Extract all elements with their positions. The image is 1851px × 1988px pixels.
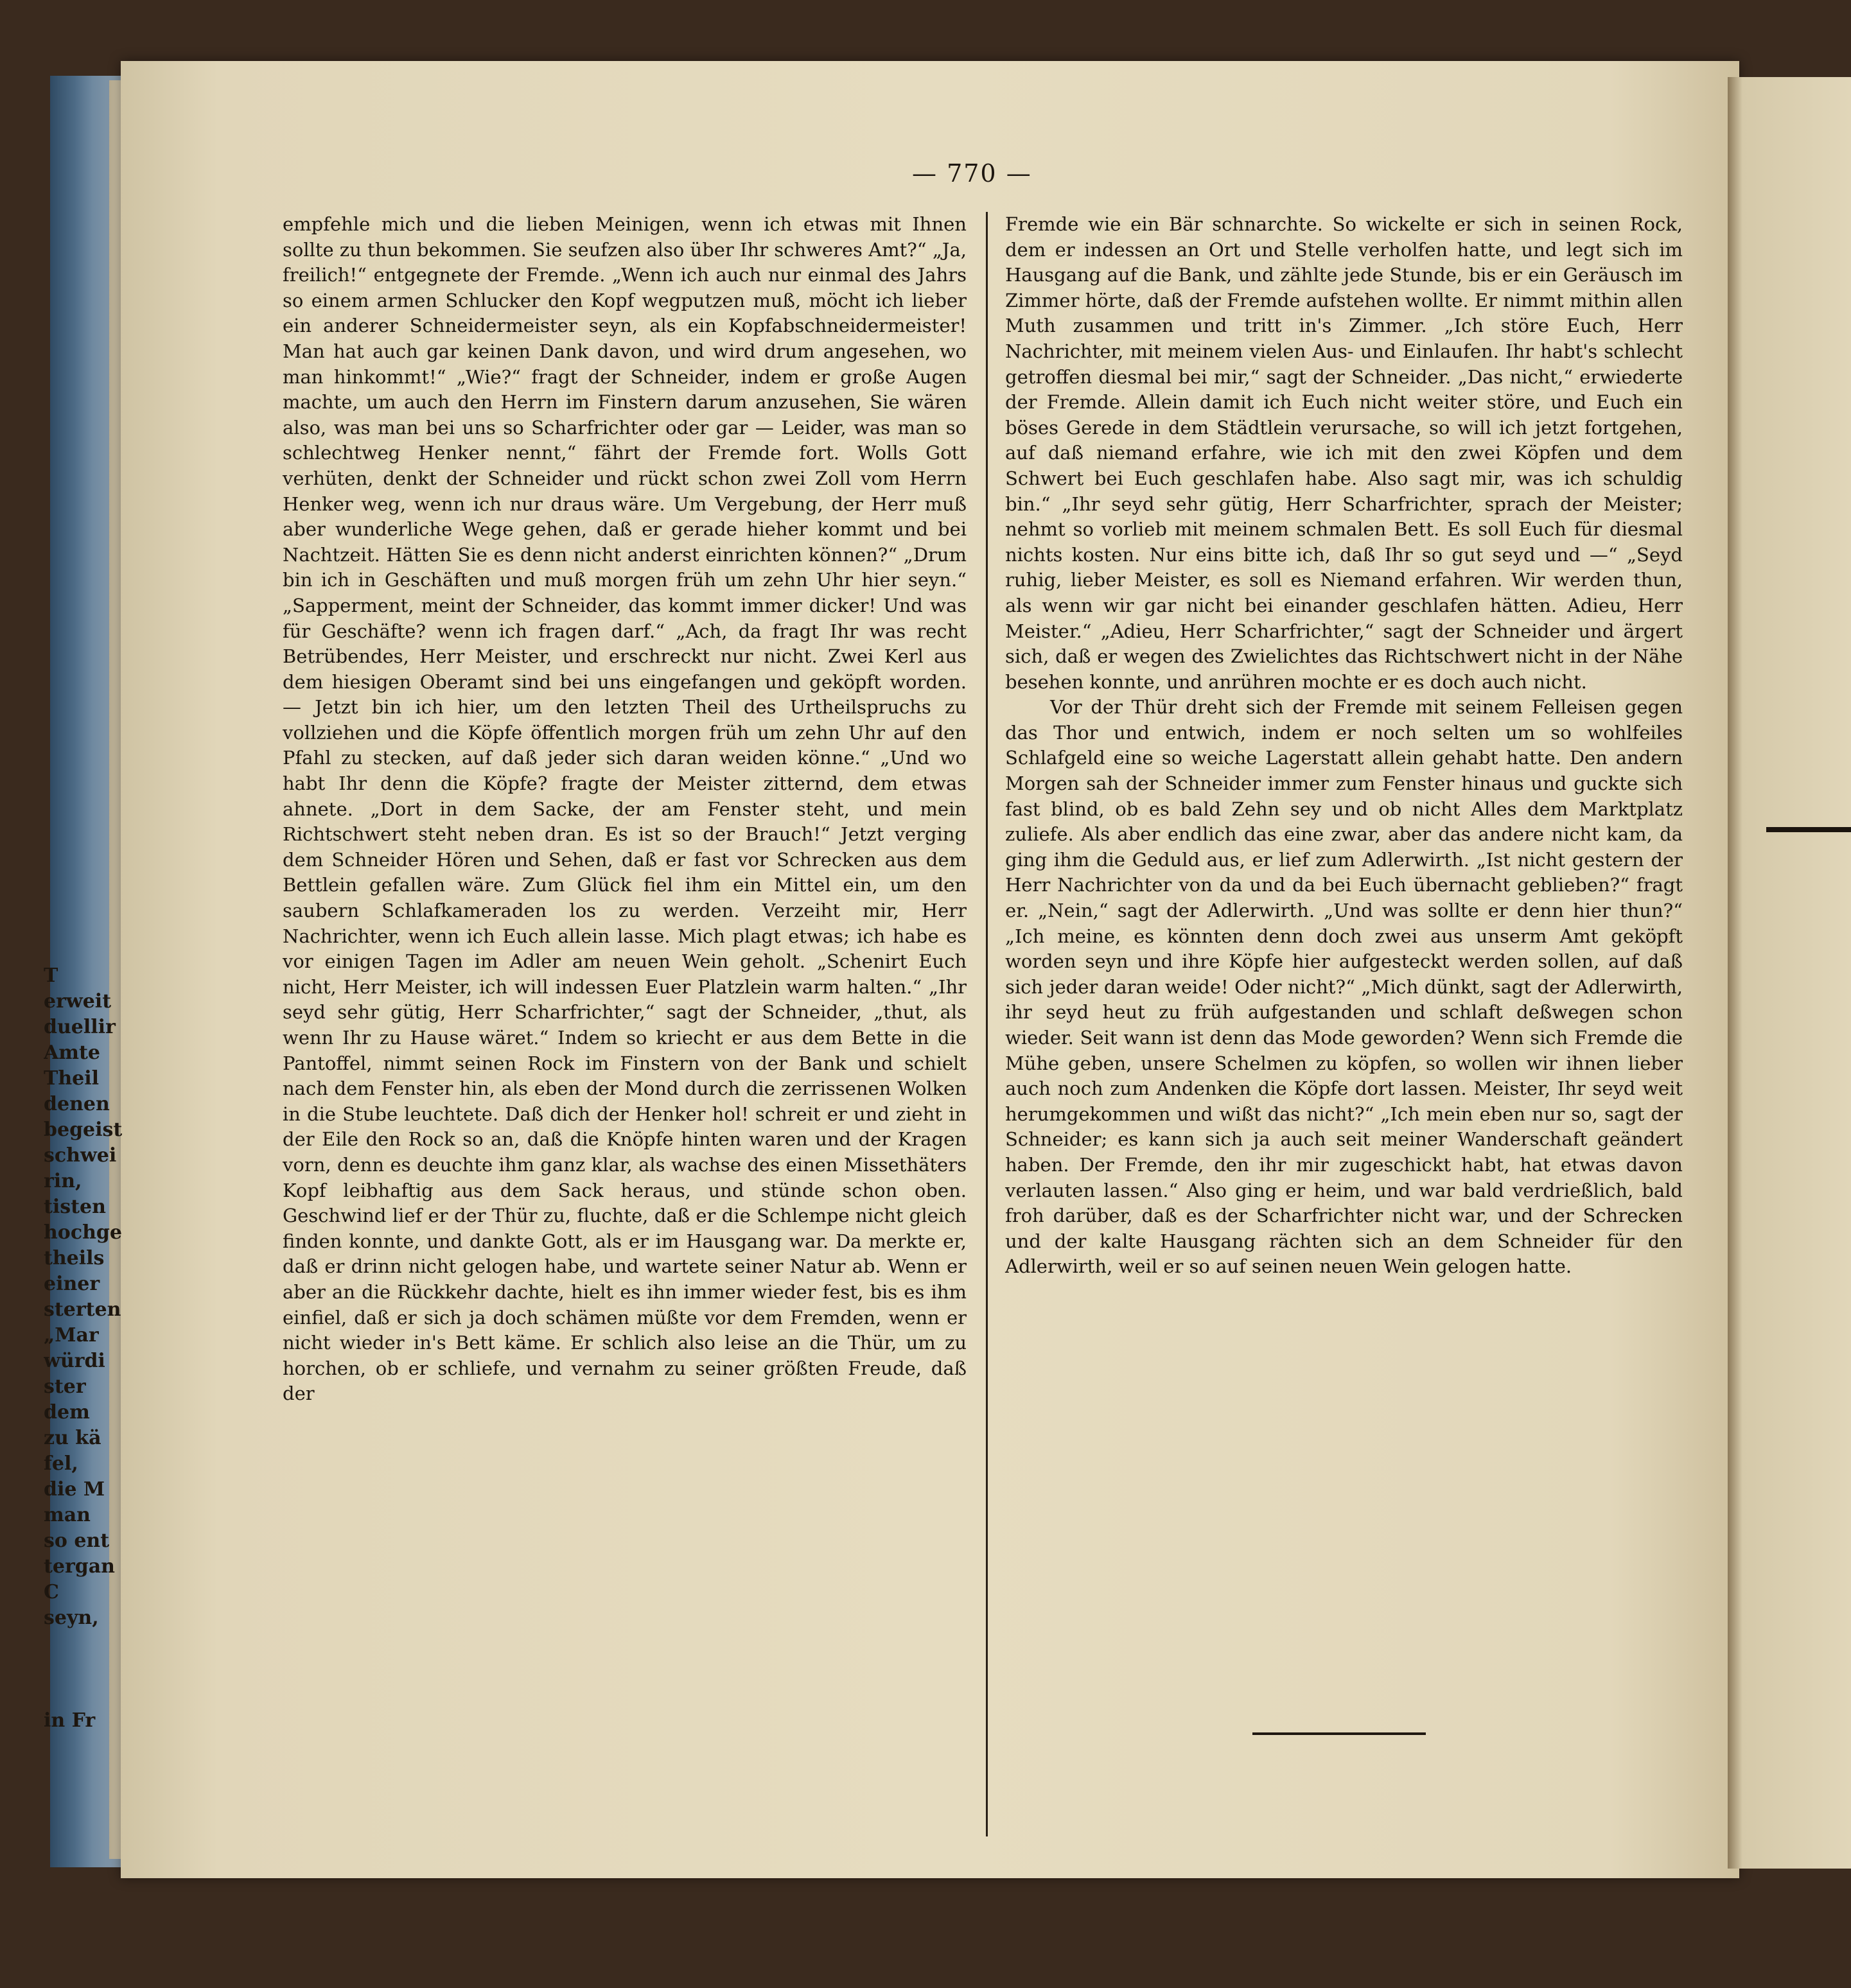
right-column-paragraph-1: Fremde wie ein Bär schnarchte. So wickelte er sich in seinen Rock, dem er indessen an Ort und Stelle verholfen hatte, und legt sich im Hausgang auf die Bank, und zählte jede Stunde, bis er ein Geräusch im Zimmer hörte, daß der Fremde aufstehen wollte. Er nimmt mithin allen Muth zusammen und tritt in's Zimmer. „Ich störe Euch, Herr Nachrichter, mit meinem vielen Aus- und Einlaufen. Ihr habt's schlecht getroffen diesmal bei mir,“ sagt der Schneider. „Das nicht,“ erwiederte der Fremde. Allein damit ich Euch nicht weiter störe, und Euch ein böses Gerede in dem Städtlein verursache, so will ich jetzt fortgehen, auf daß niemand erfahre, wie ich mit den zwei Köpfen und dem Schwert bei Euch geschlafen habe. Also sagt mir, was ich schuldig bin.“ „Ihr seyd sehr gütig, Herr Scharfrichter, sprach der Meister; nehmt so vorlieb mit meinem schmalen Bett. Es soll Euch für diesmal nichts kosten. Nur eins bitte ich, daß Ihr so gut seyd und —“ „Seyd ruhig, lieber Meister, es soll es Niemand erfahren. Wir werden thun, als wenn wir gar nicht bei einander geschlafen hätten. Adieu, Herr Meister.“ „Adieu, Herr Scharfrichter,“ sagt der Schneider und ärgert sich, daß er wegen des Zwielichtes das Richtschwert nicht in der Nähe besehen konnte, und anrühren mochte er es doch auch nicht. xyxy=(1005,213,1683,693)
facing-fragment: hochge xyxy=(44,1221,122,1244)
facing-page-edge xyxy=(1728,77,1851,1869)
right-column-paragraph-2: Vor der Thür dreht sich der Fremde mit seinem Felleisen gegen das Thor und entwich, indem er noch selten um so wohlfeiles Schlafgeld eine so weiche Lagerstatt allein gehabt hatte. Den andern Morgen sah der Schneider immer zum Fenster hinaus und guckte sich fast blind, ob es bald Zehn sey und ob nicht Alles dem Marktplatz zuliefe. Als aber endlich das eine zwar, aber das andere nicht kam, da ging ihm die Geduld aus, er lief zum Adlerwirth. „Ist nicht gestern der Herr Nachrichter von da und da bei Euch übernacht geblieben?“ fragt er. „Nein,“ sagt der Adlerwirth. „Und was sollte er denn hier thun?“ „Ich meine, es könnten denn doch zwei aus unserm Amt geköpft worden seyn und ihre Köpfe hier aufgesteckt werden sollen, auf daß sich jeder daran weide! Oder nicht?“ „Mich dünkt, sagt der Adlerwirth, ihr seyd heut zu früh aufgestanden und schlaft deßwegen schon wieder. Seit wann ist denn das Mode geworden? Wenn sich Fremde die Mühe geben, unsere Schelmen zu köpfen, so wollen wir ihnen lieber auch noch zum Andenken die Köpfe dort lassen. Meister, Ihr seyd weit herumgekommen und wißt das nicht?“ „Ich mein eben nur so, sagt der Schneider; es kann sich ja auch seit meiner Wanderschaft geändert haben. Der Fremde, den ihr mir zugeschickt habt, hat etwas davon verlauten lassen.“ Also ging er heim, und war bald verdrießlich, bald froh darüber, daß es der Scharfrichter nicht war, und der Schrecken und der kalte Hausgang rächten sich an dem Schneider für den Adlerwirth, weil er so auf seinen neuen Wein gelogen hatte. xyxy=(1005,696,1683,1278)
facing-fragment: schwei xyxy=(44,1144,117,1167)
facing-fragment: einer xyxy=(44,1273,100,1295)
facing-fragment: denen xyxy=(44,1093,110,1115)
page-number: — 770 — xyxy=(912,159,1032,187)
facing-fragment: seyn, xyxy=(44,1607,99,1629)
facing-fragment: dem xyxy=(44,1401,90,1424)
facing-fragment xyxy=(44,1657,123,1682)
facing-fragment: sterten xyxy=(44,1298,121,1321)
facing-fragment: erweit xyxy=(44,990,112,1013)
right-column xyxy=(1005,212,1683,1280)
column-divider xyxy=(986,212,988,1836)
facing-fragment: theils xyxy=(44,1247,105,1269)
facing-fragment: ster xyxy=(44,1375,86,1398)
facing-page-fragments xyxy=(44,963,123,1734)
facing-fragment: in Fr xyxy=(44,1709,96,1732)
facing-fragment: die M xyxy=(44,1478,105,1501)
facing-fragment xyxy=(44,1682,123,1708)
facing-fragment: tisten xyxy=(44,1196,106,1218)
facing-fragment: so ent xyxy=(44,1530,110,1552)
left-column-text: empfehle mich und die lieben Meinigen, wenn ich etwas mit Ihnen sollte zu thun bekommen. Sie seufzen also über Ihr schweres Amt?“ „Ja, freilich!“ entgegnete der Fremde. „Wenn ich auch nur einmal des Jahrs so einem armen Schlucker den Kopf wegputzen muß, möcht ich lieber ein anderer Schneidermeister seyn, als ein Kopfabschneidermeister! Man hat auch gar keinen Dank davon, und wird drum angesehen, wo man hinkommt!“ „Wie?“ fragt der Schneider, indem er große Augen machte, um auch den Herrn im Finstern darum anzusehen, Sie wären also, was man bei uns so Scharfrichter oder gar — Leider, was man so schlechtweg Henker nennt,“ fährt der Fremde fort. Wolls Gott verhüten, denkt der Schneider und rückt schon zwei Zoll vom Herrn Henker weg, wenn ich nur draus wäre. Um Vergebung, der Herr muß aber wunderliche Wege gehen, daß er gerade hieher kommt und bei Nachtzeit. Hätten Sie es denn nicht anderst einrichten können?“ „Drum bin ich in Geschäften und muß morgen früh um zehn Uhr hier seyn.“ „Sapperment, meint der Schneider, das kommt immer dicker! Und was für Geschäfte? wenn ich fragen darf.“ „Ach, da fragt Ihr was recht Betrübendes, Herr Meister, und erschreckt nur nicht. Zwei Kerl aus dem hiesigen Oberamt sind bei uns eingefangen und geköpft worden. — Jetzt bin ich hier, um den letzten Theil des Urtheilspruchs zu vollziehen und die Köpfe öffentlich morgen früh um zehn Uhr auf den Pfahl zu stecken, auf daß jeder sich daran weiden könne.“ „Und wo habt Ihr denn die Köpfe? fragte der Meister zitternd, dem etwas ahnete. „Dort in dem Sacke, der am Fenster steht, und mein Richtschwert steht neben dran. Es ist so der Brauch!“ Jetzt verging dem Schneider Hören und Sehen, daß er fast vor Schrecken aus dem Bettlein gefallen wäre. Zum Glück fiel ihm ein Mittel ein, um den saubern Schlafkameraden los zu werden. Verzeiht mir, Herr Nachrichter, wenn ich Euch allein lasse. Mich plagt etwas; ich habe es vor einigen Tagen im Adler am neuen Wein geholt. „Schenirt Euch nicht, Herr Meister, ich will indessen Euer Platzlein warm halten.“ „Ihr seyd sehr gütig, Herr Scharfrichter,“ sagt der Schneider, „thut, als wenn Ihr zu Hause wäret.“ Indem so kriecht er aus dem Bette in die Pantoffel, nimmt seinen Rock im Finstern von der Bank und schielt nach dem Fenster hin, als eben der Mond durch die zerrissenen Wolken in die Stube leuchtete. Daß dich der Henker hol! schreit er und zieht in der Eile den Rock so an, daß die Knöpfe hinten waren und der Kragen vorn, denn es deuchte ihm ganz klar, als wachse des einen Missethäters Kopf leibhaftig aus dem Sack heraus, und stünde schon oben. Geschwind lief er der Thür zu, fluchte, daß er die Schlempe nicht gleich finden konnte, und dankte Gott, als er im Hausgang war. Da merkte er, daß er drinn nicht gelogen habe, und wartete seiner Natur ab. Wenn er aber an die Rückkehr dachte, hielt es ihn immer wieder fest, bis es ihm einfiel, daß er sich ja doch schämen müßte vor dem Fremden, wenn er nicht wieder in's Bett käme. Er schlich also leise an die Thür, um zu horchen, ob er schliefe, und vernahm zu seiner größten Freude, daß der xyxy=(283,213,967,1405)
facing-fragment: man xyxy=(44,1504,91,1526)
facing-fragment: fel, xyxy=(44,1452,78,1475)
facing-fragment: C xyxy=(44,1581,59,1603)
facing-page-rule xyxy=(1766,827,1851,832)
end-of-article-rule xyxy=(1252,1732,1426,1735)
facing-fragment: Amte xyxy=(44,1042,100,1064)
facing-fragment: tergan xyxy=(44,1555,115,1578)
facing-fragment: zu kä xyxy=(44,1427,101,1449)
facing-fragment: würdi xyxy=(44,1350,105,1372)
facing-fragment: duellir xyxy=(44,1016,116,1038)
facing-fragment xyxy=(44,1631,123,1657)
facing-fragment: Theil xyxy=(44,1067,100,1090)
facing-fragment: T xyxy=(44,964,58,987)
facing-fragment: rin, xyxy=(44,1170,82,1192)
facing-fragment: begeist xyxy=(44,1119,123,1141)
facing-fragment: „Mar xyxy=(44,1324,99,1347)
